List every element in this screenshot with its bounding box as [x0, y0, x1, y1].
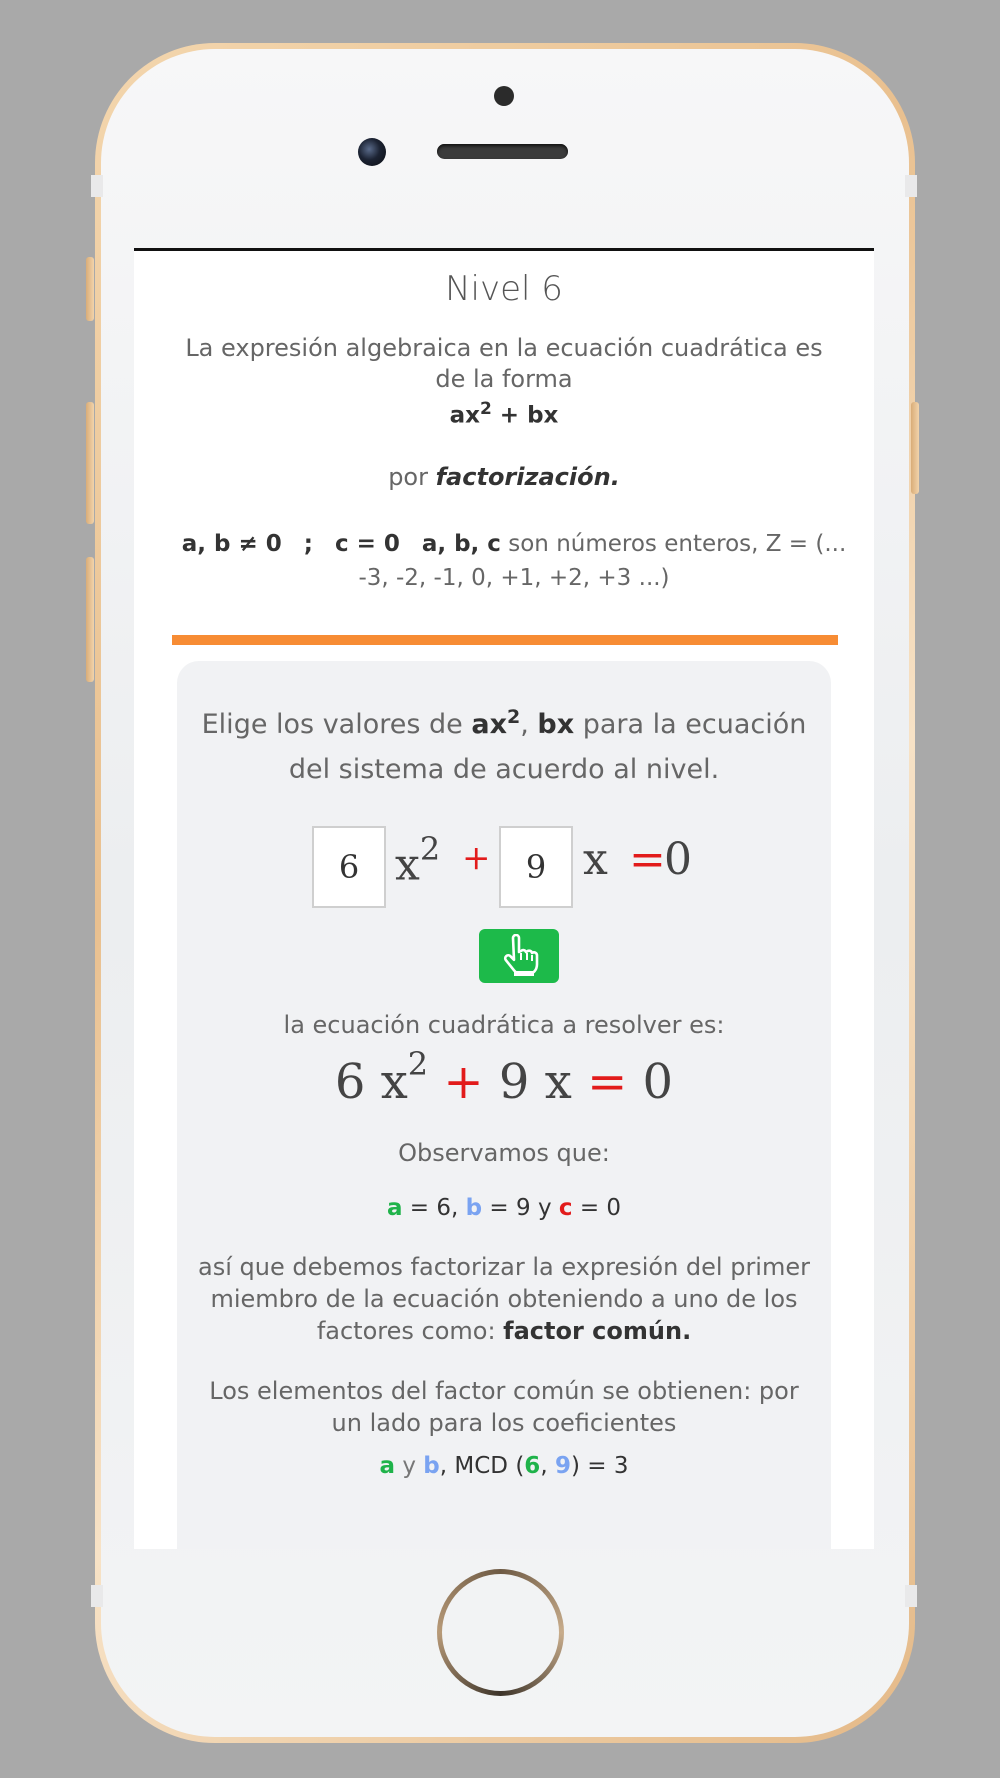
general-formula: $ax^2$ + bx — [449, 399, 559, 429]
instruction-text: Elige los valores de $ax^2$, bx para la ecuación del sistema de acuerdo al nivel. — [201, 706, 807, 785]
coefficient-b-input[interactable]: 9 — [499, 826, 573, 908]
volume-up-button — [86, 402, 94, 524]
app-screen — [134, 248, 874, 1549]
plus-sign: + — [462, 838, 491, 878]
antenna-line — [91, 175, 103, 197]
method-line: por factorización. — [388, 463, 620, 491]
zero-term: 0 — [664, 834, 692, 885]
submit-button[interactable] — [479, 929, 559, 983]
proximity-sensor — [494, 86, 514, 106]
home-button[interactable] — [437, 1569, 564, 1696]
resulting-equation: 6 $x^2 + 9$ x = 0 — [334, 1045, 674, 1110]
x-term: x — [583, 834, 608, 885]
section-divider — [172, 635, 838, 645]
gcd-line: a y b, MCD (6, 9) = 3 — [379, 1453, 629, 1479]
antenna-line — [91, 1585, 103, 1607]
page-title: Nivel 6 — [445, 269, 563, 309]
intro-text: La expresión algebraica en la ecuación cuadrática es de la forma — [185, 334, 823, 393]
hand-pointer-icon — [499, 934, 539, 978]
mute-switch — [86, 257, 94, 321]
antenna-line — [905, 175, 917, 197]
conditions-text: a, b ≠ 0 ; c = 0 a, b, c son números enteros, Z = (... -3, -2, -1, 0, +1, +2, +3 ...) — [181, 531, 847, 591]
power-button — [911, 402, 919, 494]
method-name: factorización. — [435, 463, 620, 491]
earpiece-speaker — [437, 144, 568, 159]
explanation-paragraph: así que debemos factorizar la expresión del primer miembro de la ecuación obteniendo a uno de los factores como: factor común. — [198, 1253, 810, 1345]
equation-input-row — [177, 826, 831, 906]
result-label: la ecuación cuadrática a resolver es: — [283, 1011, 725, 1039]
factor-elements-paragraph: Los elementos del factor común se obtienen: por un lado para los coeficientes — [209, 1377, 799, 1437]
equals-sign: = — [629, 834, 666, 885]
coefficient-a-input[interactable]: 6 — [312, 826, 386, 908]
exercise-card — [177, 661, 831, 1549]
observe-label: Observamos que: — [398, 1139, 610, 1167]
coefficient-values: a = 6, b = 9 y c = 0 — [386, 1195, 622, 1221]
front-camera-icon — [358, 138, 386, 166]
antenna-line — [905, 1585, 917, 1607]
volume-down-button — [86, 557, 94, 682]
x-squared-term: $x^2$ — [395, 830, 441, 891]
